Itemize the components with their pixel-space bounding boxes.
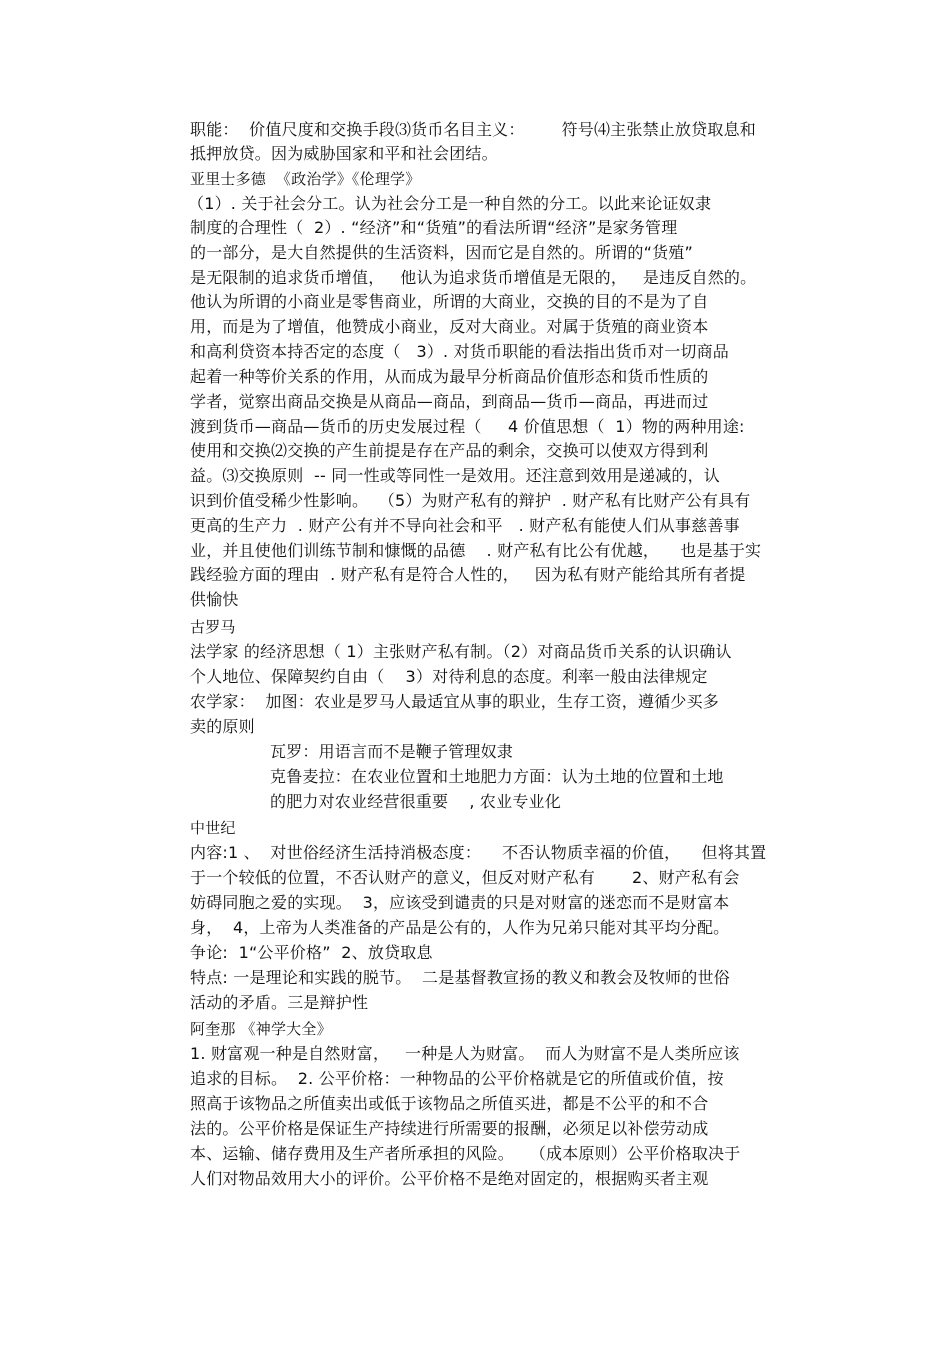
text-line: 起着一种等价关系的作用，从而成为最早分析商品价值形态和货币性质的 — [190, 367, 709, 386]
text-line: 渡到货币—商品—货币的历史发展过程（ 4 价值思想（ 1）物的两种用途: — [190, 417, 745, 436]
text-line: 识到价值受稀少性影响。 （5）为财产私有的辩护 . 财产私有比财产公有具有 — [190, 491, 751, 510]
text-line: 活动的矛盾。三是辩护性 — [190, 993, 369, 1012]
section-heading-aquinas: 阿奎那 《神学大全》 — [190, 1020, 332, 1038]
text-line: 的一部分，是大自然提供的生活资料，因而它是自然的。所谓的“货殖” — [190, 243, 693, 262]
text-line: 本、运输、储存费用及生产者所承担的风险。 （成本原则）公平价格取决于 — [190, 1144, 741, 1163]
text-line: 卖的原则 — [190, 717, 255, 736]
text-line: 践经验方面的理由 . 财产私有是符合人性的， 因为私有财产能给其所有者提 — [190, 565, 746, 584]
text-line: 供愉快 — [190, 590, 239, 609]
text-line: 追求的目标。 2. 公平价格：一种物品的公平价格就是它的所值或价值，按 — [190, 1069, 724, 1088]
text-line: 妨碍同胞之爱的实现。 3，应该受到谴责的只是对财富的迷恋而不是财富本 — [190, 893, 730, 912]
text-line: 争论: 1“公平价格” 2、放贷取息 — [190, 943, 433, 962]
text-line: 法学家 的经济思想（ 1）主张财产私有制。（2）对商品货币关系的认识确认 — [190, 642, 732, 661]
text-line: 照高于该物品之所值卖出或低于该物品之所值买进，都是不公平的和不合 — [190, 1094, 709, 1113]
section-heading-middle-ages: 中世纪 — [190, 819, 236, 837]
text-line: 于一个较低的位置，不否认财产的意义，但反对财产私有 2、财产私有会 — [190, 868, 740, 887]
section-heading-ancient-rome: 古罗马 — [190, 618, 236, 636]
text-line: 克鲁麦拉：在农业位置和土地肥力方面：认为土地的位置和土地 — [270, 767, 724, 786]
section-heading-aristotle: 亚里士多德 《政治学》《伦理学》 — [190, 170, 421, 188]
text-line: 1. 财富观一种是自然财富， 一种是人为财富。 而人为财富不是人类所应该 — [190, 1044, 740, 1063]
text-line: 特点: 一是理论和实践的脱节。 二是基督教宣扬的教义和教会及牧师的世俗 — [190, 968, 730, 987]
text-line: 更高的生产力 . 财产公有并不导向社会和平 . 财产私有能使人们从事慈善事 — [190, 516, 740, 535]
text-line: 内容:1 、 对世俗经济生活持消极态度： 不否认物质幸福的价值， 但将其置 — [190, 843, 767, 862]
text-line: 制度的合理性（ 2）. “经济”和“货殖”的看法所谓“经济”是家务管理 — [190, 218, 678, 237]
text-line: 个人地位、保障契约自由（ 3）对待利息的态度。利率一般由法律规定 — [190, 667, 708, 686]
text-line: 用，而是为了增值，他赞成小商业，反对大商业。对属于货殖的商业资本 — [190, 317, 709, 336]
text-line: 益。⑶交换原则 -- 同一性或等同性一是效用。还注意到效用是递减的，认 — [190, 466, 721, 485]
text-line: 农学家： 加图：农业是罗马人最适宜从事的职业，生存工资，遵循少买多 — [190, 692, 719, 711]
text-line: 瓦罗：用语言而不是鞭子管理奴隶 — [270, 742, 514, 761]
text-line: 业，并且使他们训练节制和慷慨的品德 . 财产私有比公有优越， 也是基于实 — [190, 541, 762, 560]
text-line: 是无限制的追求货币增值， 他认为追求货币增值是无限的， 是违反自然的。 — [190, 268, 757, 287]
text-line: 法的。公平价格是保证生产持续进行所需要的报酬，必须足以补偿劳动成 — [190, 1119, 709, 1138]
text-line: （1）. 关于社会分工。认为社会分工是一种自然的分工。以此来论证奴隶 — [188, 194, 712, 213]
text-line: 人们对物品效用大小的评价。公平价格不是绝对固定的，根据购买者主观 — [190, 1169, 709, 1188]
text-line: 学者，觉察出商品交换是从商品—商品，到商品—货币—商品，再进而过 — [190, 392, 709, 411]
text-line: 的肥力对农业经营很重要 , 农业专业化 — [270, 792, 561, 811]
text-line: 职能： 价值尺度和交换手段⑶货币名目主义： 符号⑷主张禁止放贷取息和 — [190, 120, 756, 139]
text-line: 和高利贷资本持否定的态度（ 3）. 对货币职能的看法指出货币对一切商品 — [190, 342, 730, 361]
text-line: 他认为所谓的小商业是零售商业，所谓的大商业，交换的目的不是为了自 — [190, 292, 709, 311]
text-line: 抵押放贷。因为威胁国家和平和社会团结。 — [190, 144, 498, 163]
text-line: 使用和交换⑵交换的产生前提是存在产品的剩余，交换可以使双方得到利 — [190, 441, 709, 460]
text-line: 身， 4，上帝为人类准备的产品是公有的，人作为兄弟只能对其平均分配。 — [190, 918, 730, 937]
